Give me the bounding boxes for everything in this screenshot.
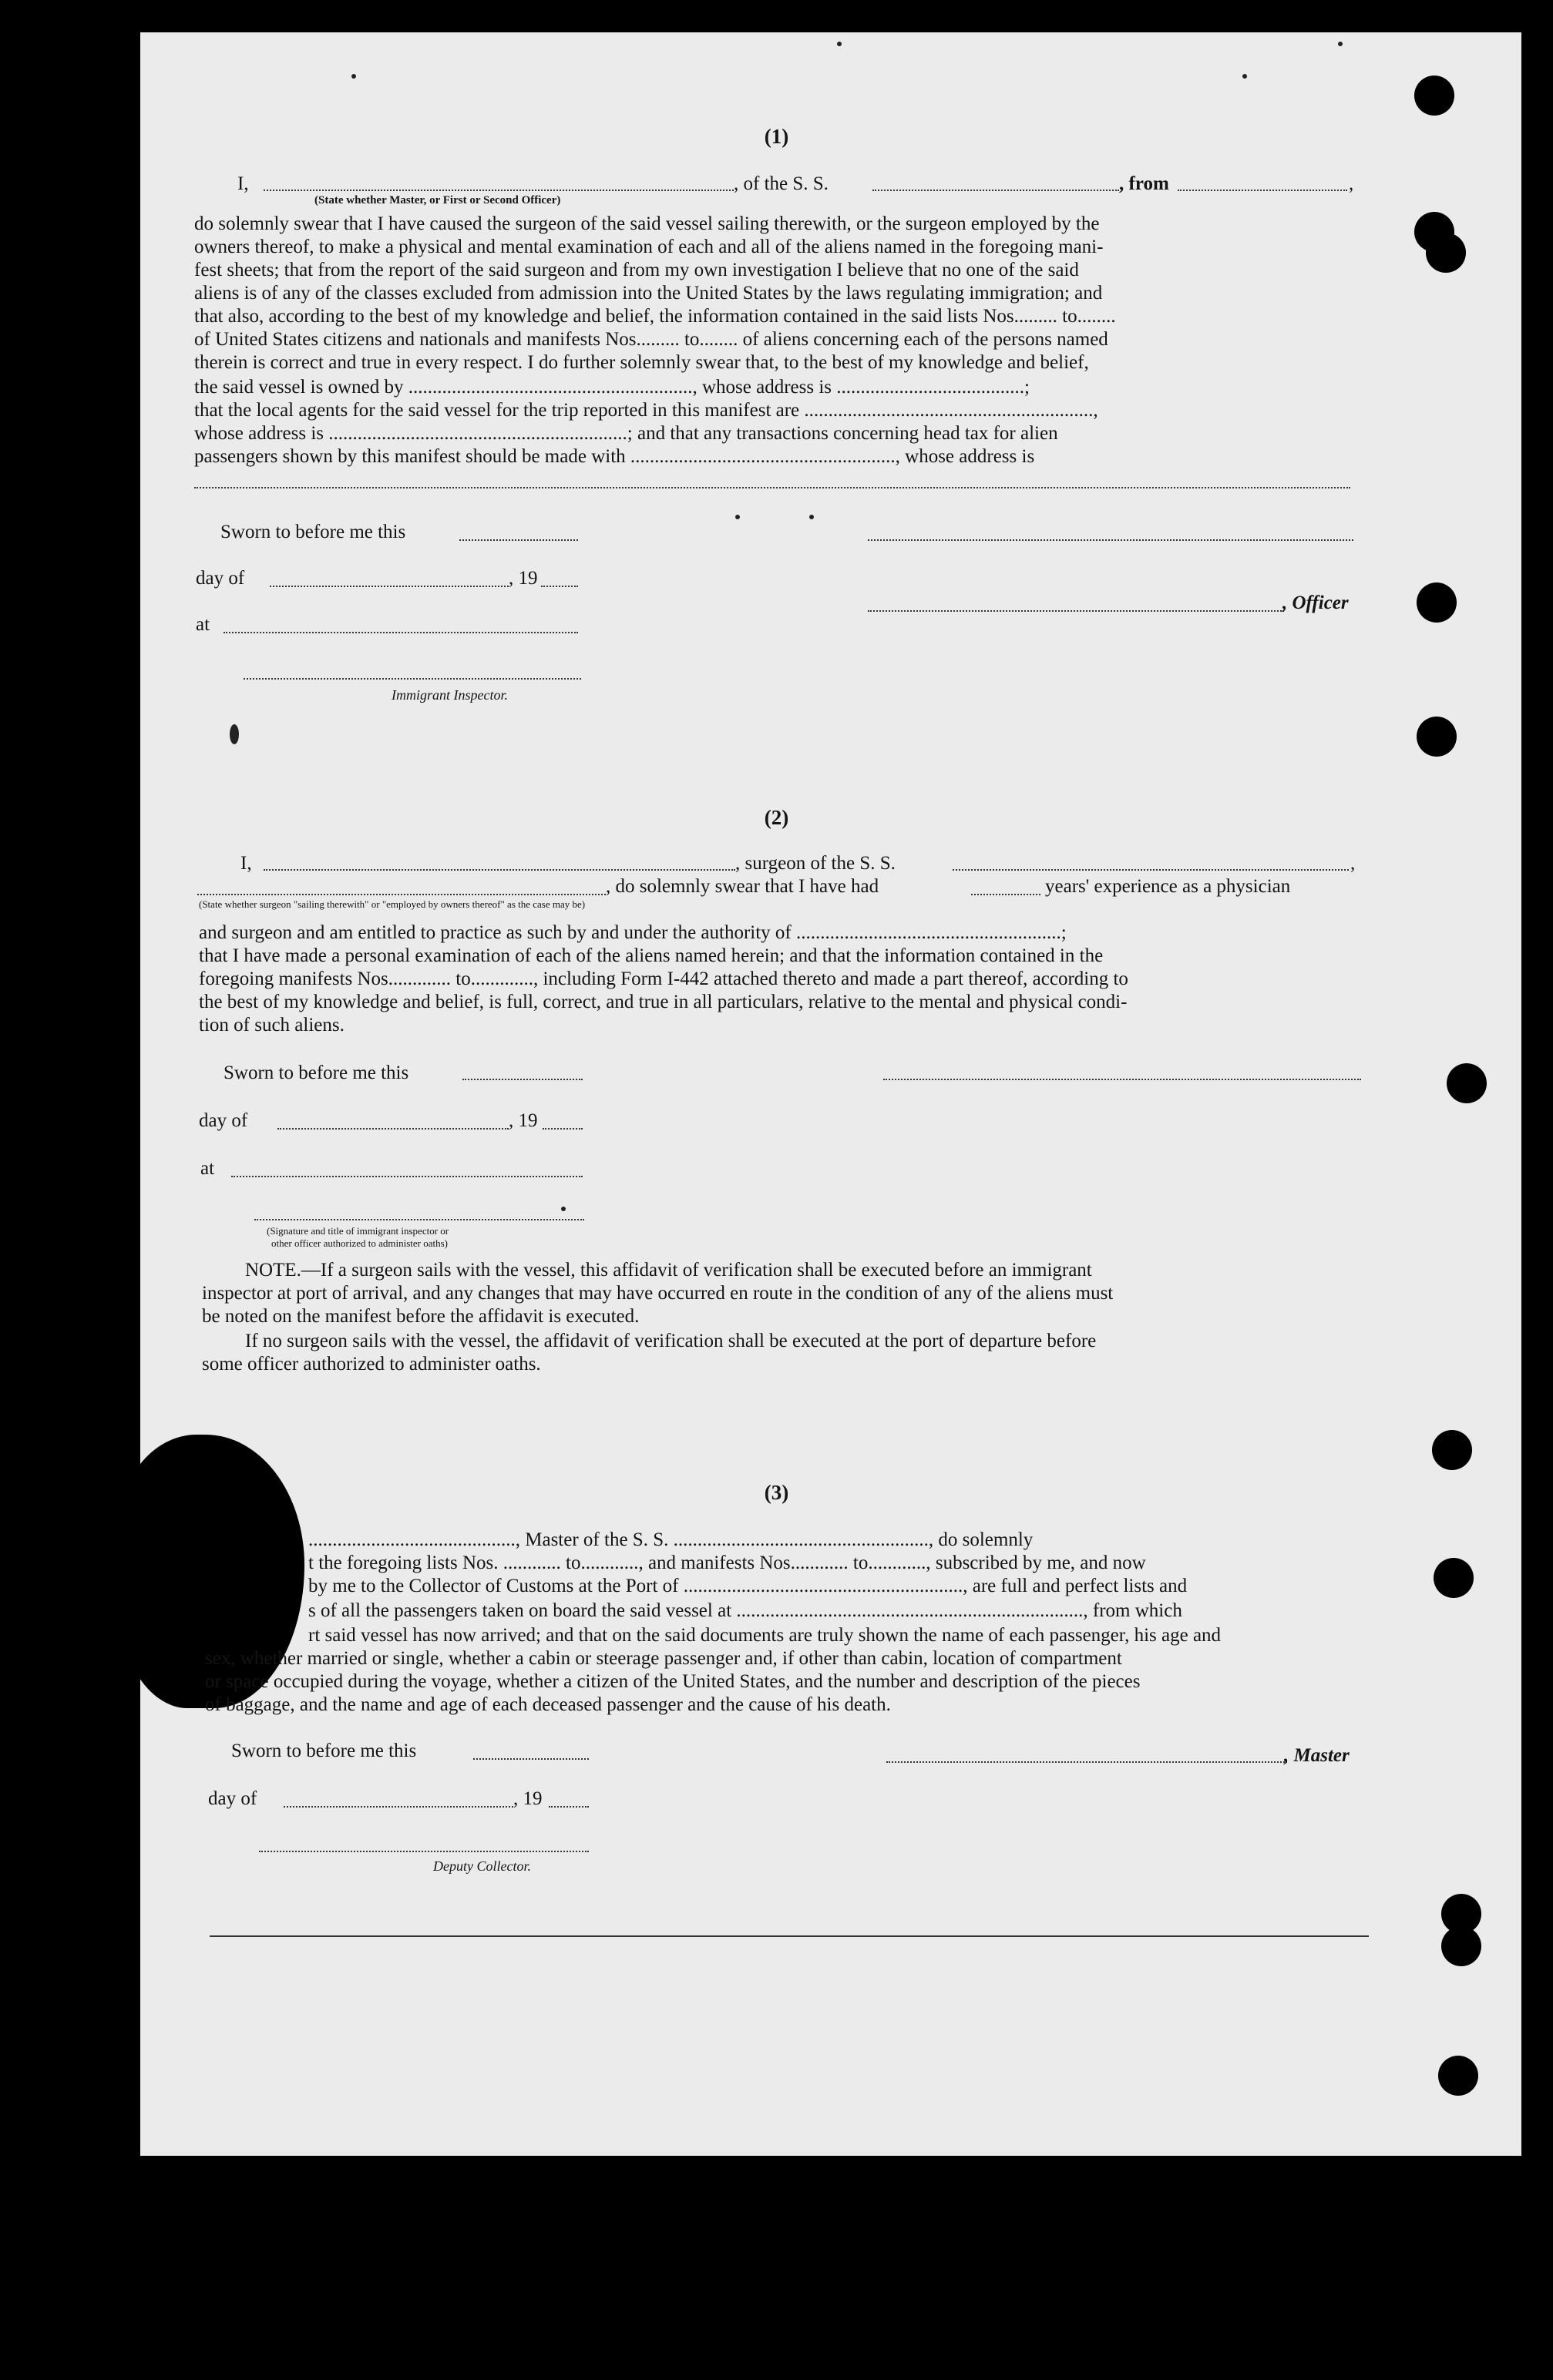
s2-note-line: inspector at port of arrival, and any changes that may have occurred en route in the condition of any of the aliens must <box>202 1283 1114 1304</box>
s1-officer-signature-field[interactable] <box>868 539 1353 541</box>
s1-para-line: owners thereof, to make a physical and mental examination of each and all of the aliens named in the foregoing mani- <box>194 237 1104 257</box>
s1-line1-note: (State whether Master, or First or Second Officer) <box>314 194 561 206</box>
s2-inspector-signature-field[interactable] <box>254 1219 584 1220</box>
s2-line2-note: (State whether surgeon "sailing therewith" or "employed by owners thereof" as the case may be) <box>199 898 586 910</box>
s3-collector-label: Deputy Collector. <box>433 1858 531 1874</box>
speck <box>230 724 239 744</box>
speck <box>1242 74 1247 79</box>
s2-sig-note-1: (Signature and title of immigrant inspector or <box>267 1225 449 1237</box>
s1-officer-line[interactable] <box>868 610 1284 612</box>
s1-address-field[interactable] <box>194 487 1350 488</box>
s3-year-field[interactable] <box>549 1806 589 1808</box>
s3-day-field[interactable] <box>284 1806 513 1808</box>
s2-day-field[interactable] <box>277 1128 509 1130</box>
s1-sworn-field[interactable] <box>459 539 578 541</box>
s2-year-field[interactable] <box>543 1128 583 1130</box>
s1-inspector-label: Immigrant Inspector. <box>392 687 508 703</box>
s1-para-line: therein is correct and true in every respect. I do further solemnly swear that, to the best of my knowledge and belief, <box>194 352 1089 373</box>
speck <box>809 515 814 519</box>
speck <box>1338 42 1343 46</box>
s3-para-line: or space occupied during the voyage, whether a citizen of the United States, and the number and description of the pieces <box>205 1671 1141 1692</box>
s2-para-line: and surgeon and am entitled to practice as such by and under the authority of .......................................................; <box>199 922 1067 943</box>
s1-year-field[interactable] <box>541 586 578 587</box>
s3-para-line: of baggage, and the name and age of each deceased passenger and the cause of his death. <box>205 1694 891 1715</box>
s2-line1-surgeon: , surgeon of the S. S. <box>735 853 896 874</box>
s2-year-label: , 19 <box>509 1110 538 1131</box>
s3-para-line: s of all the passengers taken on board the said vessel at ........................................................................, from which <box>308 1600 1182 1621</box>
s1-para-line: whose address is ..............................................................; and that any transactions concerning head tax for alien <box>194 423 1058 444</box>
s2-line1-prefix: I, <box>240 853 252 874</box>
s1-line1-ss: , of the S. S. <box>734 173 829 194</box>
s2-years-field[interactable] <box>971 894 1040 895</box>
s3-para-line: rt said vessel has now arrived; and that on the said documents are truly shown the name of each passenger, his age and <box>308 1625 1222 1646</box>
s3-year-label: , 19 <box>513 1788 543 1809</box>
section-1-heading: (1) <box>764 125 789 148</box>
punch-hole <box>1432 1430 1472 1470</box>
s2-line1-end: , <box>1350 853 1356 874</box>
s3-para-line: by me to the Collector of Customs at the Port of .........................................................., are full and perfect lists and <box>308 1576 1188 1596</box>
s2-line2-years: years' experience as a physician <box>1045 876 1291 897</box>
s2-ship-field[interactable] <box>953 869 1349 871</box>
s2-sworn-label: Sworn to before me this <box>224 1062 409 1083</box>
s2-sworn-field[interactable] <box>462 1079 583 1080</box>
speck <box>735 515 740 519</box>
punch-hole <box>1441 1926 1481 1966</box>
punch-hole <box>1426 233 1466 273</box>
s1-para-line: fest sheets; that from the report of the said surgeon and from my own investigation I believe that no one of the said <box>194 260 1079 280</box>
s1-day-of-label: day of <box>196 568 245 589</box>
s1-line1-prefix: I, <box>237 173 249 194</box>
s2-day-of-label: day of <box>199 1110 248 1131</box>
punch-hole <box>1434 1558 1474 1598</box>
s2-line2-swear: , do solemnly swear that I have had <box>606 876 879 897</box>
s2-surgeon-type-field[interactable] <box>197 894 606 895</box>
s1-inspector-signature-field[interactable] <box>244 678 581 680</box>
punch-hole <box>1414 76 1454 116</box>
s2-at-label: at <box>200 1158 215 1179</box>
s3-para-line: sex, whether married or single, whether a cabin or steerage passenger and, if other than cabin, location of compartment <box>205 1648 1122 1669</box>
s2-para-line: the best of my knowledge and belief, is full, correct, and true in all particulars, relative to the mental and physical condi- <box>199 992 1128 1012</box>
s3-day-of-label: day of <box>208 1788 257 1809</box>
s1-officer-label: , Officer <box>1282 592 1349 613</box>
s2-para-line: that I have made a personal examination of each of the aliens named herein; and that the information contained in the <box>199 945 1104 966</box>
s1-para-line: aliens is of any of the classes excluded from admission into the United States by the laws regulating immigration; and <box>194 283 1103 304</box>
s1-line1-end: , <box>1349 173 1354 194</box>
punch-hole <box>1447 1063 1487 1103</box>
s3-master-signature-field[interactable] <box>886 1761 1287 1763</box>
bottom-rule <box>210 1935 1369 1937</box>
s2-note-line: be noted on the manifest before the affidavit is executed. <box>202 1306 640 1327</box>
s2-surgeon-signature-field[interactable] <box>883 1079 1361 1080</box>
s2-para-line: foregoing manifests Nos............. to............., including Form I-442 attached thereto and made a part thereof, according to <box>199 968 1128 989</box>
s1-year-label: , 19 <box>509 568 538 589</box>
punch-hole <box>1417 582 1457 623</box>
s3-collector-signature-field[interactable] <box>259 1851 589 1852</box>
s2-note-line: NOTE.—If a surgeon sails with the vessel, this affidavit of verification shall be executed before an immigrant <box>245 1260 1092 1281</box>
speck <box>351 74 356 79</box>
s3-para-line: t the foregoing lists Nos. ............ to............, and manifests Nos............ to............, subscribed by me, and now <box>308 1553 1146 1573</box>
s3-sworn-label: Sworn to before me this <box>231 1741 417 1761</box>
s1-para-line: the said vessel is owned by ..........................................................., whose address is .......................................; <box>194 377 1030 398</box>
s1-ship-field[interactable] <box>872 190 1119 191</box>
s2-para-line: tion of such aliens. <box>199 1015 345 1036</box>
s2-note-line: some officer authorized to administer oaths. <box>202 1354 541 1375</box>
s1-day-field[interactable] <box>270 586 509 587</box>
s1-at-label: at <box>196 614 210 635</box>
s1-from-field[interactable] <box>1178 190 1347 191</box>
s1-para-line: do solemnly swear that I have caused the surgeon of the said vessel sailing therewith, or the surgeon employed by the <box>194 213 1100 234</box>
s2-name-field[interactable] <box>264 869 735 871</box>
speck <box>561 1207 566 1211</box>
s3-master-label: , Master <box>1284 1745 1350 1766</box>
s1-para-line: passengers shown by this manifest should be made with ......................................................., whose address is <box>194 446 1035 467</box>
section-3-heading: (3) <box>764 1481 789 1504</box>
punch-hole <box>1438 2056 1478 2096</box>
s3-sworn-field[interactable] <box>473 1758 589 1760</box>
s1-at-field[interactable] <box>224 632 578 633</box>
s2-sig-note-2: other officer authorized to administer oaths) <box>271 1237 448 1249</box>
s1-line1-from: , from <box>1119 173 1169 194</box>
s3-para-line: ..........................................., Master of the S. S. ....................................................., do solemnly <box>308 1529 1034 1550</box>
s2-at-field[interactable] <box>231 1176 583 1177</box>
s1-para-line: that also, according to the best of my knowledge and belief, the information contained in the said lists Nos......... to........ <box>194 306 1116 327</box>
punch-hole <box>1417 717 1457 757</box>
s1-name-field[interactable] <box>264 190 734 191</box>
s1-para-line: of United States citizens and nationals and manifests Nos......... to........ of aliens concerning each of the persons named <box>194 329 1108 350</box>
s1-para-line: that the local agents for the said vessel for the trip reported in this manifest are ............................................................, <box>194 400 1098 421</box>
speck <box>837 42 842 46</box>
s1-sworn-label: Sworn to before me this <box>220 522 406 542</box>
section-2-heading: (2) <box>764 806 789 829</box>
s2-note-line: If no surgeon sails with the vessel, the affidavit of verification shall be executed at the port of departure before <box>245 1331 1097 1351</box>
